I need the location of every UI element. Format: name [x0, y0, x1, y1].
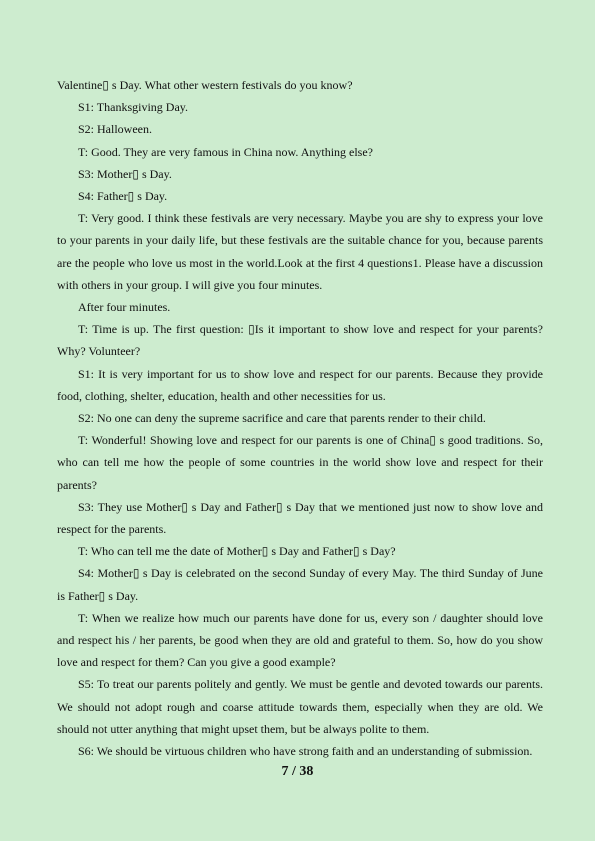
document-body	[57, 74, 543, 762]
paragraph: S6: We should be virtuous children who have strong faith and an understanding of submission.	[78, 744, 533, 759]
paragraph: Valentine▯ s Day. What other western festivals do you know?	[57, 78, 353, 92]
page-number: 7 / 38	[281, 764, 314, 779]
paragraph: S4: Father▯ s Day.	[78, 189, 168, 204]
paragraph: T: Wonderful! Showing love and respect for our parents is one of China▯ s good traditions. So, who can tell me how the people of some countries in the world show love and respect for their parents?	[57, 433, 543, 492]
paragraph: S3: Mother▯ s Day.	[78, 166, 172, 181]
paragraph: S4: Mother▯ s Day is celebrated on the second Sunday of every May. The third Sunday of June is Father▯ s Day.	[57, 566, 543, 603]
paragraph: S2: No one can deny the supreme sacrifice and care that parents render to their child.	[78, 411, 486, 426]
paragraph: S1: Thanksgiving Day.	[78, 100, 188, 115]
paragraph: T: When we realize how much our parents have done for us, every son / daughter should love and respect his / her parents, be good when they are old and grateful to them. So, how do you show love and respect for them? Can you give a good example?	[57, 610, 543, 670]
paragraph: T: Very good. I think these festivals are very necessary. Maybe you are shy to express your love to your parents in your daily life, but these festivals are the suitable chance for you, because parents are the people who love us most in the world.Look at the first 4 questions1. Please have a discussion with others in your group. I will give you four minutes.	[57, 211, 543, 292]
paragraph: T: Good. They are very famous in China now. Anything else?	[78, 144, 374, 159]
paragraph: T: Who can tell me the date of Mother▯ s Day and Father▯ s Day?	[78, 544, 396, 559]
paragraph: S5: To treat our parents politely and gently. We must be gentle and devoted towards our parents. We should not adopt rough and coarse attitude towards them, especially when they are old. We should not utter anything that might upset them, but be always polite to them.	[57, 677, 543, 736]
paragraph: T: Time is up. The first question: ▯Is it important to show love and respect for your parents? Why? Volunteer?	[57, 322, 543, 359]
paragraph: After four minutes.	[78, 300, 171, 315]
paragraph: S1: It is very important for us to show love and respect for our parents. Because they provide food, clothing, shelter, education, health and other necessities for us.	[57, 366, 543, 403]
paragraph: S3: They use Mother▯ s Day and Father▯ s Day that we mentioned just now to show love and respect for the parents.	[57, 499, 543, 537]
paragraph: S2: Halloween.	[78, 122, 152, 137]
